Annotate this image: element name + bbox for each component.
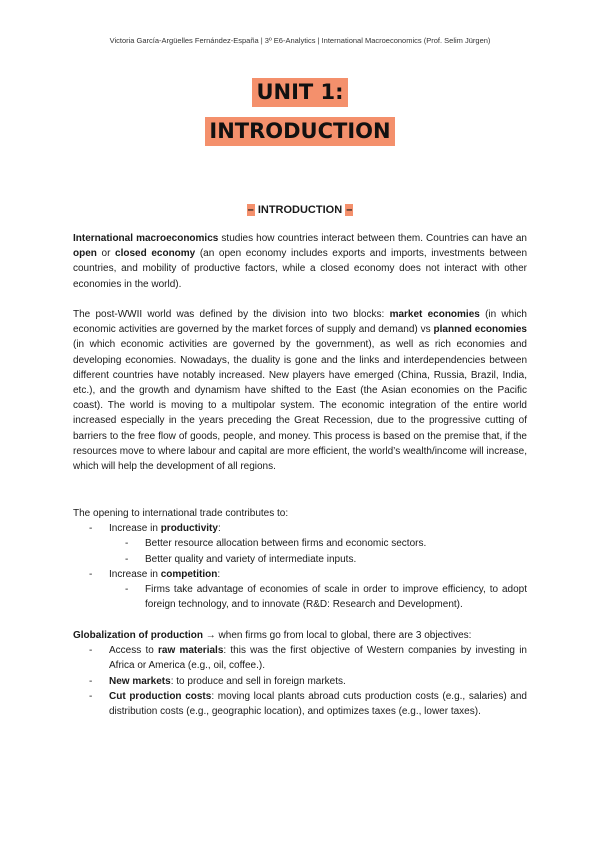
term-new-markets: New markets <box>109 675 171 687</box>
text: (in which economic activities are governed by the market forces of supply and demand) vs <box>73 309 527 336</box>
text: Increase in <box>109 568 161 580</box>
list-item <box>73 643 527 673</box>
list-item: - Better resource allocation between firms and economic sectors. <box>109 536 527 551</box>
term-market-economies: market economies <box>389 309 480 320</box>
list-item <box>73 674 527 689</box>
text: Access to <box>109 645 159 657</box>
sub-list <box>109 582 527 612</box>
list-item <box>73 521 527 567</box>
term-open: open <box>73 248 97 260</box>
sub-list <box>109 536 527 566</box>
text: : <box>217 523 221 535</box>
term-productivity: productivity <box>160 523 218 535</box>
objectives-list <box>73 643 527 719</box>
term-globalization-of-production: Globalization of production <box>73 630 203 641</box>
text: Increase in <box>109 523 161 535</box>
page-header: Victoria García-Argüelles Fernández-España | 3º E6-Analytics | International Macroeconomics (Prof. Selim Jürgen) <box>109 36 491 45</box>
title-line-1-wrap <box>0 78 600 107</box>
paragraph-post-wwii <box>73 307 527 474</box>
list-item: - Firms take advantage of economies of scale in order to improve efficiency, to adopt foreign technology, and to innovate (R&D: Research and Development). <box>109 582 527 612</box>
title-line-1: UNIT 1: <box>252 78 347 107</box>
trade-intro: The opening to international trade contributes to: <box>73 508 289 519</box>
text: studies how countries interact between them. Countries can have an <box>218 233 527 244</box>
text: : <box>217 568 221 580</box>
text: : moving local plants abroad cuts production costs (e.g., salaries) and distribution costs (e.g., geographic location), and optimizes taxes (e.g., lower taxes). <box>109 690 527 718</box>
globalization-section <box>73 628 527 719</box>
term-competition: competition <box>160 568 218 580</box>
trade-list <box>73 521 527 612</box>
term-cut-production-costs: Cut production costs <box>109 690 212 702</box>
paragraph-intro <box>73 231 527 292</box>
term-raw-materials: raw materials <box>158 645 224 657</box>
section-dash-right: – <box>346 204 353 216</box>
trade-section <box>73 506 527 612</box>
section-heading <box>0 200 600 218</box>
text: or <box>96 248 116 260</box>
title-line-2-wrap <box>0 117 600 146</box>
term-planned-economies: planned economies <box>433 324 527 336</box>
text: : to produce and sell in foreign markets. <box>170 675 346 687</box>
term-closed-economy: closed economy <box>115 248 196 260</box>
list-item <box>73 689 527 719</box>
text: → when firms go from local to global, there are 3 objectives: <box>203 630 472 641</box>
list-item <box>73 567 527 613</box>
text: (an open economy includes exports and imports, investments between countries, and mobility of productive factors, while a closed economy does not interact with other economies in the world). <box>73 248 527 290</box>
text: The post-WWII world was defined by the division into two blocks: <box>73 309 390 320</box>
text: (in which economic activities are governed by the government), as well as rich economies and developing economies. Nowadays, the duality is gone and the links and interdependencies between different countries have notably increased. New players have emerged (China, Russia, Brazil, India, etc.), and the growth and dynamism have shifted to the East (the Asian economies on the Pacific coast). The world is moving to a multipolar system. The economic integration of the entire world increased especially in the years preceding the Great Recession, due to the progressive cutting of barriers to the free flow of goods, people, and money. This process is based on the premise that, if the resources move to where labour and capital are more efficient, the world’s wealth/income will increase, which will help the development of all regions. <box>73 339 527 473</box>
section-heading-label: INTRODUCTION <box>254 204 346 216</box>
list-item: - Better quality and variety of intermediate inputs. <box>109 552 527 567</box>
title-line-2: INTRODUCTION <box>205 117 394 146</box>
text: : this was the first objective of Western companies by investing in Africa or America (e.g., oil, coffee.). <box>109 645 527 672</box>
term-international-macroeconomics: International macroeconomics <box>73 233 219 244</box>
section-dash-left: – <box>247 204 254 216</box>
